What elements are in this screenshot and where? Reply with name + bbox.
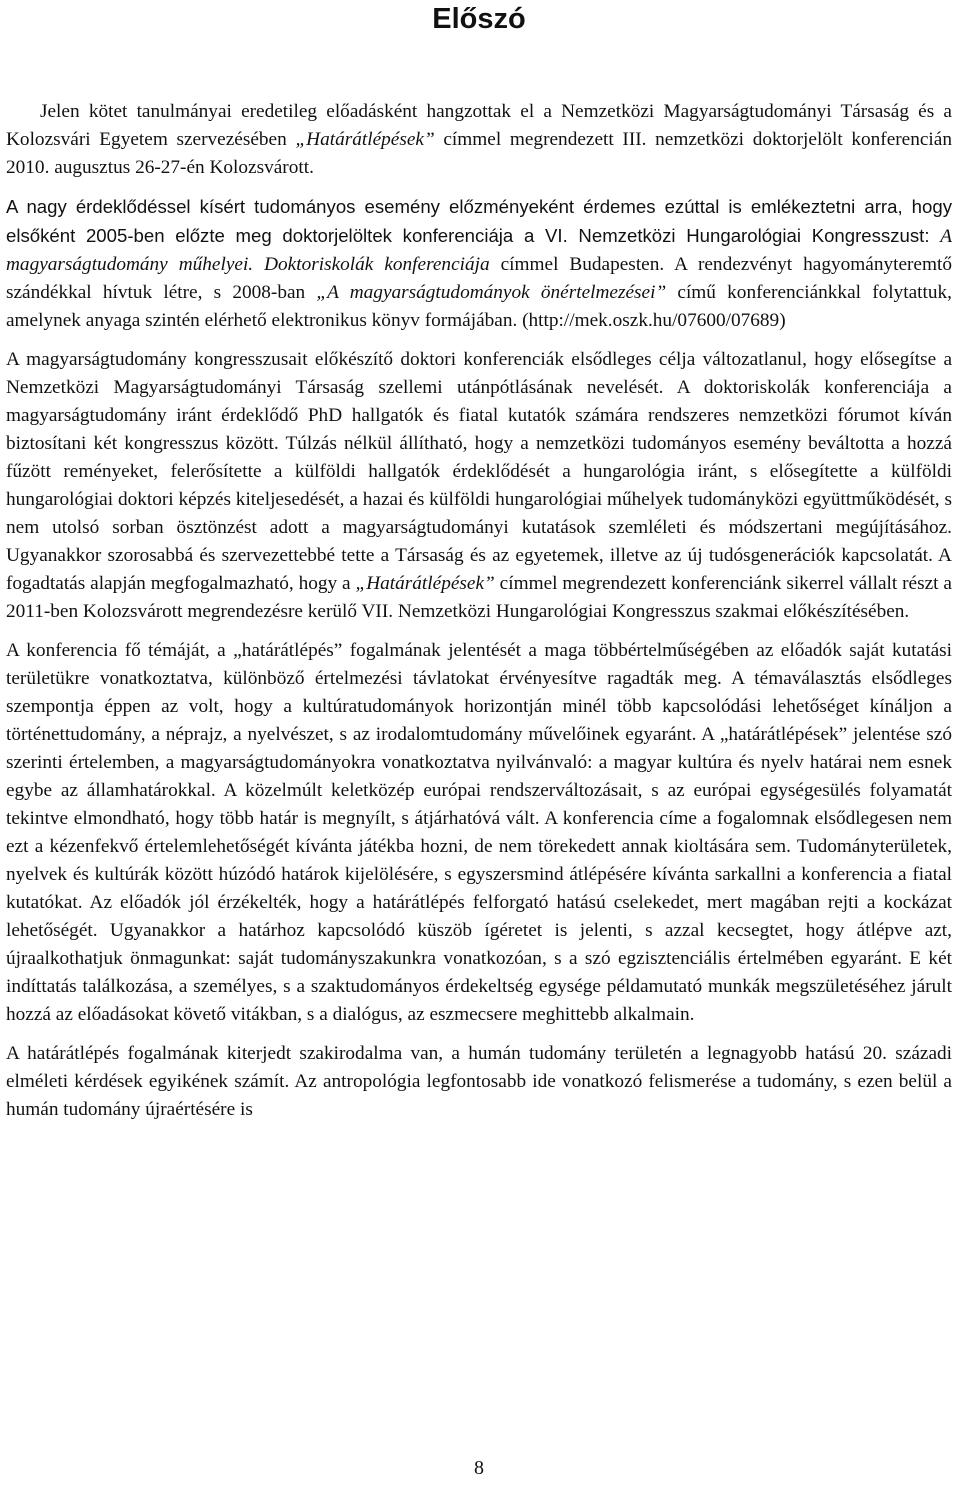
text-run: címmel megrendezett konferenciánk sikerrel vállalt részt a 2011-ben Kolozsvárott megrendezésre kerülő VII. Nemzetközi Hungarológiai Kongresszus szakmai előkészítésében. <box>6 573 952 622</box>
paragraph-theme: A konferencia fő témáját, a „határátlépés” fogalmának jelentését a maga többértelműségében az előadók saját kutatási területükre vonatkoztatva, különböző értelmezési távlatokat érvényesítve ragadták meg. A témaválasztás elsődleges szempontja éppen az volt, hogy a kultúratudományok horizontján minél több kapcsolódási lehetőséget kínáljon a történettudomány, a néprajz, a nyelvészet, s az irodalomtudomány művelőinek egyaránt. A „határátlépések” jelentése szó szerinti értelemben, a magyarságtudományokra vonatkoztatva nyilvánvaló: a magyar kultúra és nyelv határai nem esnek egybe az államhatárokkal. A közelmúlt keletközép európai rendszerváltozásait, s az európai egységesülés folyamatát tekintve elmondható, hogy több határ is megnyílt, s átjárhatóvá vált. A konferencia címe a fogalomnak elsődlegesen nem ezt a kézenfekvő értelemlehetőségét kívánta játékba hozni, de nem törekedett annak kioltására sem. Tudományterületek, nyelvek és kultúrák között húzódó határok kijelölésére, s egyszersmind átlépésére kívánta sarkallni a konferencia a fiatal kutatókat. Az előadók jól érzékelték, hogy a határátlépés felforgató hatású cselekedet, mert magában rejti a kockázat lehetőségét. Ugyanakkor a határhoz kapcsolódó küszöb ígéretet is jelenti, s azzal kecsegtet, hogy átlépve azt, újraalkothatjuk önmagunkat: saját tudományszakunkra vonatkozóan, s a szó egzisztenciális értelmében egyaránt. E két indíttatás találkozása, a személyes, s a szaktudományos érdekeltség egysége példamutató munkák megszületéséhez járult hozzá az előadásokat követő vitákban, s a dialógus, az eszmecsere meghittebb alkalmain. <box>6 640 952 1025</box>
paragraph-goals <box>6 346 952 626</box>
italic-title: A magyarságtudomány műhelyei. Doktoriskolák konferenciája <box>6 226 952 275</box>
paragraph-literature: A határátlépés fogalmának kiterjedt szakirodalma van, a humán tudomány területén a legnagyobb hatású 20. századi elméleti kérdések egyikének számít. Az antropológia legfontosabb ide vonatkozó felismerése a tudomány, s ezen belül a humán tudomány újraértésére is <box>6 1043 952 1120</box>
text-run: A nagy érdeklődéssel kísért tudományos esemény előzményeként érdemes ezúttal is emlékeztetni arra, hogy elsőként 2005-ben előzte meg doktorjelöltek konferenciája a VI. Nemzetközi Hungarológiai Kongresszust: <box>6 196 952 246</box>
text-run: A magyarságtudomány kongresszusait előkészítő doktori konferenciák elsődleges célja változatlanul, hogy elősegítse a Nemzetközi Magyarságtudományi Társaság szellemi utánpótlásának nevelését. A doktoriskolák konferenciája a magyarságtudomány iránt érdeklődő PhD hallgatók és fiatal kutatók számára rendszeres nemzetközi fórumot kíván biztosítani két kongresszus között. Túlzás nélkül állítható, hogy a nemzetközi tudományos esemény beváltotta a hozzá fűzött reményeket, felerősítette a külföldi hallgatók érdeklődését a hungarológia iránt, s elősegítette a külföldi hungarológiai doktori képzés kiteljesedését, a hazai és külföldi hungarológiai műhelyek tudományközi együttműködését, s nem utolsó sorban ösztönzést adott a magyarságtudományi kutatások szemléleti és módszertani megújításához. Ugyanakkor szorosabbá és szervezettebbé tette a Társaság és az egyetemek, illetve az új tudósgenerációk kapcsolatát. A fogadtatás alapján megfogalmazható, hogy a <box>6 349 952 594</box>
text-run: címmel Budapesten. A rendezvényt hagyományteremtő szándékkal hívtuk létre, s 2008-ban <box>6 254 952 303</box>
page-title: Előszó <box>432 3 526 35</box>
page-number: 8 <box>474 1457 484 1479</box>
paragraph-intro <box>6 98 952 182</box>
body-text <box>6 98 952 1124</box>
text-run: Jelen kötet tanulmányai eredetileg előadásként hangzottak el a Nemzetközi Magyarságtudományi Társaság és a Kolozsvári Egyetem szervezésében <box>6 101 952 150</box>
text-run: című konferenciánkkal folytattuk, amelynek anyaga szintén elérhető elektronikus könyv formájában. (http://mek.oszk.hu/07600/07689) <box>6 282 952 331</box>
document-page <box>6 0 952 1488</box>
italic-title: „Határátlépések” <box>295 129 435 150</box>
italic-title: „A magyarságtudományok önértelmezései” <box>316 282 667 303</box>
italic-title: „Határátlépések” <box>355 573 495 594</box>
text-run: címmel megrendezett III. nemzetközi doktorjelölt konferencián 2010. augusztus 26-27-én Kolozsvárott. <box>6 129 952 178</box>
paragraph-history <box>6 193 952 335</box>
